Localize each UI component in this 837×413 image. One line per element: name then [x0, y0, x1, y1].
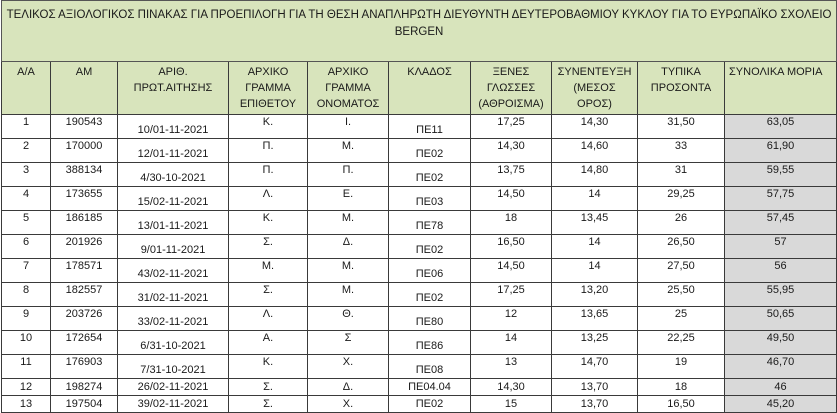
col-surname-initial-header	[229, 62, 308, 115]
name-initial-cell: Χ.	[308, 396, 389, 413]
name-initial-cell: Δ.	[308, 235, 389, 259]
table-body	[2, 115, 837, 413]
klados-cell: ΠΕ02	[389, 235, 471, 259]
total-cell: 57	[725, 235, 837, 259]
header-text: ΠΡΩΤ.ΑΙΤΗΣΗΣ	[133, 82, 213, 94]
header-text: ΟΡΟΣ)	[577, 98, 612, 110]
surname-initial-cell: Σ.	[229, 379, 308, 396]
qualifications-cell: 29,25	[638, 187, 725, 211]
name-initial-cell: Θ.	[308, 307, 389, 331]
protocol-cell: 43/02-11-2021	[118, 259, 229, 283]
klados-cell: ΠΕ11	[389, 115, 471, 139]
languages-cell: 14,50	[471, 259, 552, 283]
qualifications-cell: 22,25	[638, 331, 725, 355]
languages-cell: 14	[471, 331, 552, 355]
surname-initial-cell: Κ.	[229, 211, 308, 235]
am-cell: 388134	[51, 163, 118, 187]
languages-cell: 17,25	[471, 115, 552, 139]
qualifications-cell: 27,50	[638, 259, 725, 283]
total-cell: 49,50	[725, 331, 837, 355]
aa-cell: 12	[2, 379, 51, 396]
interview-cell: 14,70	[552, 355, 638, 379]
name-initial-cell: Ε.	[308, 187, 389, 211]
qualifications-cell: 33	[638, 139, 725, 163]
column-header-row	[2, 62, 837, 115]
klados-cell: ΠΕ08	[389, 355, 471, 379]
total-cell: 50,65	[725, 307, 837, 331]
header-text: Α/Α	[17, 66, 35, 78]
klados-cell: ΠΕ02	[389, 396, 471, 413]
aa-cell: 11	[2, 355, 51, 379]
am-cell: 197504	[51, 396, 118, 413]
aa-cell: 6	[2, 235, 51, 259]
table-row	[2, 211, 837, 235]
languages-cell: 13	[471, 355, 552, 379]
qualifications-cell: 26,50	[638, 235, 725, 259]
surname-initial-cell: Σ.	[229, 396, 308, 413]
table-row	[2, 259, 837, 283]
interview-cell: 13,70	[552, 396, 638, 413]
col-klados-header	[389, 62, 471, 115]
languages-cell: 14,30	[471, 379, 552, 396]
languages-cell: 13,75	[471, 163, 552, 187]
name-initial-cell: Ι.	[308, 115, 389, 139]
interview-cell: 13,20	[552, 283, 638, 307]
table-title	[2, 1, 837, 62]
interview-cell: 14,80	[552, 163, 638, 187]
surname-initial-cell: Π.	[229, 163, 308, 187]
header-text: ΓΡΑΜΜΑ	[245, 82, 291, 94]
klados-cell: ΠΕ86	[389, 331, 471, 355]
header-text: ΚΛΑΔΟΣ	[407, 66, 452, 78]
languages-cell: 14,50	[471, 187, 552, 211]
am-cell: 172654	[51, 331, 118, 355]
protocol-cell: 12/01-11-2021	[118, 139, 229, 163]
aa-cell: 7	[2, 259, 51, 283]
interview-cell: 13,65	[552, 307, 638, 331]
qualifications-cell: 25,50	[638, 283, 725, 307]
total-cell: 46	[725, 379, 837, 396]
protocol-cell: 33/02-11-2021	[118, 307, 229, 331]
total-cell: 61,90	[725, 139, 837, 163]
total-cell: 59,55	[725, 163, 837, 187]
header-text: (ΜΕΣΟΣ	[573, 82, 616, 94]
total-cell: 46,70	[725, 355, 837, 379]
aa-cell: 1	[2, 115, 51, 139]
interview-cell: 14	[552, 259, 638, 283]
klados-cell: ΠΕ04.04	[389, 379, 471, 396]
total-cell: 45,20	[725, 396, 837, 413]
protocol-cell: 31/02-11-2021	[118, 283, 229, 307]
table-row	[2, 187, 837, 211]
name-initial-cell: Σ	[308, 331, 389, 355]
name-initial-cell: Δ.	[308, 379, 389, 396]
total-cell: 57,45	[725, 211, 837, 235]
table-row	[2, 379, 837, 396]
header-text: ΑΜ	[75, 66, 93, 78]
name-initial-cell: Μ.	[308, 139, 389, 163]
header-text: ΑΡΙΘ.	[158, 66, 188, 78]
protocol-cell: 13/01-11-2021	[118, 211, 229, 235]
am-cell: 190543	[51, 115, 118, 139]
aa-cell: 9	[2, 307, 51, 331]
table-row	[2, 139, 837, 163]
qualifications-cell: 25	[638, 307, 725, 331]
name-initial-cell: Μ.	[308, 211, 389, 235]
am-cell: 173655	[51, 187, 118, 211]
interview-cell: 14,30	[552, 115, 638, 139]
qualifications-cell: 31	[638, 163, 725, 187]
protocol-cell: 26/02-11-2021	[118, 379, 229, 396]
col-name-initial-header	[308, 62, 389, 115]
name-initial-cell: Μ.	[308, 259, 389, 283]
am-cell: 176903	[51, 355, 118, 379]
header-text: ΑΡΧΙΚΟ	[247, 66, 289, 78]
klados-cell: ΠΕ02	[389, 139, 471, 163]
protocol-cell: 10/01-11-2021	[118, 115, 229, 139]
interview-cell: 14,60	[552, 139, 638, 163]
total-cell: 55,95	[725, 283, 837, 307]
interview-cell: 13,45	[552, 211, 638, 235]
languages-cell: 15	[471, 396, 552, 413]
col-total-points-header	[725, 62, 837, 115]
aa-cell: 8	[2, 283, 51, 307]
col-interview-header	[552, 62, 638, 115]
am-cell: 170000	[51, 139, 118, 163]
col-protocol-number-header	[118, 62, 229, 115]
qualifications-cell: 31,50	[638, 115, 725, 139]
name-initial-cell: Χ.	[308, 355, 389, 379]
interview-cell: 14	[552, 187, 638, 211]
total-cell: 56	[725, 259, 837, 283]
klados-cell: ΠΕ80	[389, 307, 471, 331]
surname-initial-cell: Μ.	[229, 259, 308, 283]
header-text: ΠΡΟΣΟΝΤΑ	[650, 82, 712, 94]
surname-initial-cell: Κ.	[229, 355, 308, 379]
languages-cell: 12	[471, 307, 552, 331]
languages-cell: 18	[471, 211, 552, 235]
name-initial-cell: Π.	[308, 163, 389, 187]
protocol-cell: 7/31-10-2021	[118, 355, 229, 379]
table-row	[2, 235, 837, 259]
languages-cell: 17,25	[471, 283, 552, 307]
evaluation-table	[1, 0, 837, 413]
klados-cell: ΠΕ02	[389, 283, 471, 307]
total-cell: 63,05	[725, 115, 837, 139]
table-row	[2, 396, 837, 413]
col-am-header	[51, 62, 118, 115]
header-text: ΟΝΟΜΑΤΟΣ	[316, 98, 380, 110]
surname-initial-cell: Σ.	[229, 235, 308, 259]
qualifications-cell: 26	[638, 211, 725, 235]
languages-cell: 14,30	[471, 139, 552, 163]
surname-initial-cell: Λ.	[229, 187, 308, 211]
name-initial-cell: Μ.	[308, 283, 389, 307]
protocol-cell: 9/01-11-2021	[118, 235, 229, 259]
table-row	[2, 115, 837, 139]
aa-cell: 4	[2, 187, 51, 211]
aa-cell: 2	[2, 139, 51, 163]
klados-cell: ΠΕ06	[389, 259, 471, 283]
col-aa-header	[2, 62, 51, 115]
klados-cell: ΠΕ02	[389, 163, 471, 187]
aa-cell: 3	[2, 163, 51, 187]
table-title-line2: BERGEN	[394, 26, 444, 38]
klados-cell: ΠΕ78	[389, 211, 471, 235]
protocol-cell: 6/31-10-2021	[118, 331, 229, 355]
protocol-cell: 4/30-10-2021	[118, 163, 229, 187]
header-text: ΓΡΑΜΜΑ	[325, 82, 371, 94]
surname-initial-cell: Α.	[229, 331, 308, 355]
protocol-cell: 39/02-11-2021	[118, 396, 229, 413]
table-row	[2, 331, 837, 355]
col-foreign-languages-header	[471, 62, 552, 115]
surname-initial-cell: Σ.	[229, 283, 308, 307]
surname-initial-cell: Λ.	[229, 307, 308, 331]
am-cell: 201926	[51, 235, 118, 259]
header-text: (ΑΘΡΟΙΣΜΑ)	[478, 98, 544, 110]
header-text: ΑΡΧΙΚΟ	[327, 66, 369, 78]
header-text: ΕΠΙΘΕΤΟΥ	[239, 98, 297, 110]
aa-cell: 10	[2, 331, 51, 355]
qualifications-cell: 16,50	[638, 396, 725, 413]
am-cell: 182557	[51, 283, 118, 307]
interview-cell: 13,70	[552, 379, 638, 396]
header-text: ΣΥΝΕΝΤΕΥΞΗ	[557, 66, 632, 78]
protocol-cell: 15/02-11-2021	[118, 187, 229, 211]
table-title-line1: ΤΕΛΙΚΟΣ ΑΞΙΟΛΟΓΙΚΟΣ ΠΙΝΑΚΑΣ ΓΙΑ ΠΡΟΕΠΙΛΟΓΗ ΓΙΑ ΤΗ ΘΕΣΗ ΑΝΑΠΛΗΡΩΤΗ ΔΙΕΥΘΥΝΤΗ ΔΕΥΤΕΡΟΒΑΘΜΙΟΥ ΚΥΚΛΟΥ ΓΙΑ ΤΟ ΕΥΡΩΠΑΪΚΟ ΣΧΟΛΕΙΟ	[6, 9, 832, 21]
interview-cell: 13,25	[552, 331, 638, 355]
aa-cell: 13	[2, 396, 51, 413]
am-cell: 186185	[51, 211, 118, 235]
header-text: ΣΥΝΟΛΙΚΑ ΜΟΡΙΑ	[729, 66, 823, 78]
qualifications-cell: 19	[638, 355, 725, 379]
table-row	[2, 163, 837, 187]
header-text: ΤΥΠΙΚΑ	[661, 66, 701, 78]
am-cell: 198274	[51, 379, 118, 396]
col-qualifications-header	[638, 62, 725, 115]
header-text: ΞΕΝΕΣ	[492, 66, 530, 78]
table-row	[2, 307, 837, 331]
klados-cell: ΠΕ03	[389, 187, 471, 211]
table-row	[2, 283, 837, 307]
languages-cell: 16,50	[471, 235, 552, 259]
surname-initial-cell: Π.	[229, 139, 308, 163]
total-cell: 57,75	[725, 187, 837, 211]
am-cell: 203726	[51, 307, 118, 331]
qualifications-cell: 18	[638, 379, 725, 396]
table-row	[2, 355, 837, 379]
surname-initial-cell: Κ.	[229, 115, 308, 139]
aa-cell: 5	[2, 211, 51, 235]
header-text: ΓΛΩΣΣΕΣ	[486, 82, 536, 94]
am-cell: 178571	[51, 259, 118, 283]
interview-cell: 14	[552, 235, 638, 259]
